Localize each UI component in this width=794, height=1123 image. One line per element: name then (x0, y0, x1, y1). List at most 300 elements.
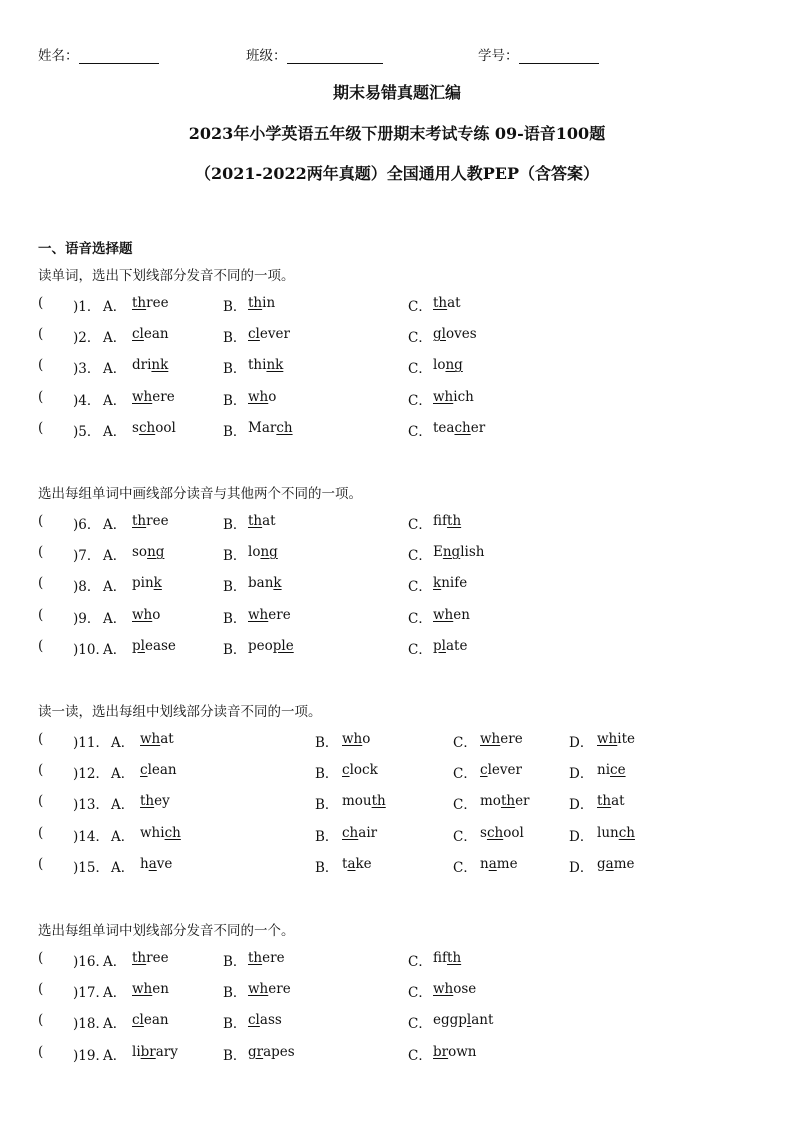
class-blank[interactable] (287, 49, 383, 64)
option-label: D． (569, 735, 594, 751)
word-part: ean (143, 1012, 169, 1029)
option-label: B． (223, 985, 247, 1002)
option-label: A． (103, 423, 127, 440)
option-label: B． (315, 828, 339, 845)
option-word[interactable] (433, 950, 461, 966)
word-part: li (132, 1043, 141, 1060)
option-word[interactable] (132, 544, 164, 560)
word-part: fif (433, 513, 448, 529)
option-label: A． (103, 548, 127, 565)
option-label: A． (103, 392, 127, 409)
underlined-part: th (433, 295, 448, 311)
option-word[interactable] (140, 825, 181, 841)
question-number: )19． (73, 1047, 109, 1064)
word-part: ere (268, 981, 291, 998)
word-part: ey (154, 793, 170, 810)
student-id-blank[interactable] (519, 49, 599, 64)
option-word[interactable] (132, 950, 169, 966)
underlined-part: wh (433, 388, 454, 405)
group-instruction: 读一读，选出每组中划线部分读音不同的一项。 (38, 704, 322, 720)
option-word[interactable] (140, 731, 174, 747)
underlined-part: wh (433, 606, 454, 623)
option-label: B． (223, 610, 247, 627)
group-instruction: 读单词，选出下划线部分发音不同的一项。 (38, 268, 295, 284)
word-part: ease (144, 637, 176, 654)
option-word[interactable] (342, 856, 372, 872)
option-word[interactable] (132, 420, 176, 436)
student-id-field[interactable] (478, 44, 599, 64)
question-number: )15． (73, 859, 109, 876)
underlined-part: th (140, 793, 155, 810)
underlined-part: wh (248, 981, 269, 998)
question-number: )13． (73, 797, 109, 814)
option-word[interactable] (433, 326, 477, 342)
question-number: )17． (73, 985, 109, 1002)
underlined-part: br (140, 1043, 156, 1060)
option-label: B． (315, 766, 339, 783)
option-word[interactable] (342, 731, 370, 747)
underlined-part: th (500, 793, 516, 810)
word-part: ke (355, 855, 372, 872)
option-label: B． (315, 859, 339, 876)
option-label: C． (408, 610, 432, 627)
word-part: g (597, 855, 606, 872)
underlined-part: ch (138, 419, 156, 436)
answer-paren[interactable]: ( (38, 544, 44, 561)
option-label: A． (111, 828, 135, 845)
option-word[interactable] (132, 1044, 178, 1060)
answer-paren[interactable]: ( (38, 575, 44, 592)
word-part: whi (140, 824, 165, 841)
option-word[interactable] (140, 793, 170, 809)
question-row (38, 607, 738, 627)
option-word[interactable] (248, 389, 276, 405)
answer-paren[interactable]: ( (38, 606, 44, 623)
option-word[interactable] (248, 295, 275, 311)
option-label: D． (569, 859, 594, 876)
word-part: nife (441, 575, 468, 592)
option-label: A． (111, 797, 135, 814)
underlined-part: ng (147, 544, 165, 561)
option-label: C． (408, 985, 432, 1002)
underlined-part: k (273, 575, 282, 592)
underlined-part: wh (597, 731, 618, 747)
word-part: ate (445, 637, 468, 654)
word-part: en (453, 606, 470, 623)
underlined-part: ch (342, 824, 359, 841)
option-word[interactable] (132, 638, 176, 654)
title-exam: 2023年小学英语五年级下册期末考试专练 09-语音100题 (188, 124, 606, 143)
word-part: ere (262, 950, 285, 966)
option-label: A． (103, 1016, 127, 1033)
question-row (38, 856, 738, 876)
option-word[interactable] (480, 731, 523, 747)
underlined-part: cl (132, 326, 144, 343)
underlined-part: th (132, 295, 147, 311)
option-word[interactable] (248, 326, 290, 342)
question-row (38, 357, 738, 377)
underlined-part: th (248, 513, 263, 529)
option-word[interactable] (342, 762, 378, 778)
option-label: C． (408, 299, 432, 315)
answer-paren[interactable]: ( (38, 326, 44, 343)
answer-paren[interactable]: ( (38, 513, 44, 529)
underlined-part: wh (248, 606, 269, 623)
option-word[interactable] (597, 762, 626, 778)
option-label: C． (408, 1047, 432, 1064)
answer-paren[interactable]: ( (38, 1012, 44, 1029)
option-word[interactable] (248, 638, 294, 654)
underlined-part: pl (132, 637, 145, 654)
option-word[interactable] (597, 825, 635, 841)
title-edition: （2021-2022两年真题）全国通用人教PEP（含答案） (195, 164, 599, 183)
underlined-part: k (433, 575, 442, 592)
option-word[interactable] (433, 1012, 493, 1028)
word-part: ere (152, 388, 175, 405)
title-main: 期末易错真题汇编 (332, 83, 461, 102)
answer-paren[interactable]: ( (38, 981, 44, 998)
underlined-part: c (480, 762, 488, 779)
underlined-part: pl (433, 637, 446, 654)
underlined-part: wh (480, 731, 501, 747)
class-label: 班级： (246, 48, 287, 64)
answer-paren[interactable]: ( (38, 950, 44, 966)
question-number: )7． (73, 548, 101, 565)
question-row (38, 1012, 738, 1032)
word-part: ere (500, 731, 523, 747)
question-number: )8． (73, 579, 101, 596)
option-label: B． (223, 1016, 247, 1033)
word-part: lean (147, 762, 177, 779)
option-label: C． (408, 1016, 432, 1033)
student-info-header (38, 44, 678, 64)
option-word[interactable] (132, 326, 169, 342)
class-field[interactable] (246, 44, 383, 64)
underlined-part: wh (433, 981, 454, 998)
name-blank[interactable] (79, 49, 159, 64)
question-row (38, 544, 738, 564)
word-part: ve (156, 855, 173, 872)
question-number: )6． (73, 517, 101, 533)
question-row (38, 731, 738, 751)
underlined-part: ng (260, 544, 278, 561)
word-part: oves (445, 326, 477, 343)
word-part: thi (248, 357, 267, 374)
answer-paren[interactable]: ( (38, 419, 44, 436)
option-label: C． (408, 548, 432, 565)
word-part: ary (155, 1043, 178, 1060)
option-label: B． (223, 1047, 247, 1064)
option-label: B． (223, 423, 247, 440)
question-row (38, 575, 738, 595)
question-row (38, 513, 738, 533)
option-label: C． (408, 361, 432, 378)
option-word[interactable] (480, 793, 530, 809)
option-label: C． (408, 392, 432, 409)
underlined-part: wh (248, 388, 269, 405)
underlined-part: ch (486, 824, 504, 841)
option-word[interactable] (248, 357, 283, 373)
underlined-part: c (140, 762, 148, 779)
underlined-part: nk (151, 357, 169, 374)
word-part: o (268, 388, 277, 405)
word-part: at (160, 731, 174, 747)
underlined-part: br (433, 1043, 449, 1060)
option-label: C． (408, 954, 432, 970)
option-label: B． (223, 299, 247, 315)
question-number: )5． (73, 423, 101, 440)
option-word[interactable] (132, 1012, 169, 1028)
option-label: A． (103, 517, 127, 533)
word-part: own (448, 1043, 477, 1060)
word-part: ean (143, 326, 169, 343)
word-part: at (611, 793, 625, 810)
underlined-part: wh (132, 388, 153, 405)
option-label: A． (103, 954, 127, 970)
word-part: ool (503, 824, 524, 841)
question-number: )4． (73, 392, 101, 409)
underlined-part: cl (132, 1012, 144, 1029)
word-part: ass (259, 1012, 282, 1029)
answer-paren[interactable]: ( (38, 793, 44, 810)
option-label: B． (223, 548, 247, 565)
option-label: A． (103, 299, 127, 315)
option-word[interactable] (248, 1044, 295, 1060)
word-part: dri (132, 357, 152, 374)
option-word[interactable] (597, 793, 625, 809)
option-word[interactable] (132, 389, 175, 405)
word-part: lever (487, 762, 522, 779)
option-label: A． (111, 859, 135, 876)
underlined-part: k (153, 575, 162, 592)
underlined-part: ch (164, 824, 181, 841)
option-word[interactable] (433, 389, 474, 405)
underlined-part: ch (454, 419, 471, 436)
option-label: B． (223, 330, 247, 347)
option-label: A． (103, 361, 127, 378)
option-label: A． (103, 610, 127, 627)
word-part: ich (453, 388, 474, 405)
answer-paren[interactable]: ( (38, 637, 44, 654)
option-label: A． (111, 735, 135, 751)
option-word[interactable] (248, 607, 291, 623)
question-number: )2． (73, 330, 101, 347)
word-part: ose (453, 981, 477, 998)
word-part: h (140, 855, 149, 872)
underlined-part: th (371, 793, 386, 810)
option-label: B． (315, 735, 339, 751)
word-part: me (613, 855, 635, 872)
underlined-part: cl (248, 326, 260, 343)
group-instruction: 选出每组单词中画线部分读音与其他两个不同的一项。 (38, 486, 362, 502)
option-label: D． (569, 766, 594, 783)
option-word[interactable] (433, 1044, 477, 1060)
option-word[interactable] (433, 607, 470, 623)
option-label: A． (103, 1047, 127, 1064)
option-word[interactable] (433, 295, 461, 311)
option-word[interactable] (248, 544, 278, 560)
underlined-part: ch (276, 419, 293, 436)
underlined-part: th (248, 295, 263, 311)
section-heading: 一、语音选择题 (38, 241, 133, 257)
option-word[interactable] (433, 575, 467, 591)
option-label: C． (408, 330, 432, 347)
option-word[interactable] (248, 981, 291, 997)
option-word[interactable] (433, 638, 467, 654)
underlined-part: a (148, 855, 157, 872)
underlined-part: gr (248, 1043, 264, 1060)
underlined-part: th (447, 513, 462, 529)
underlined-part: th (132, 513, 147, 529)
question-number: )14． (73, 828, 109, 845)
underlined-part: th (597, 793, 612, 810)
underlined-part: wh (342, 731, 363, 747)
word-part: ree (146, 950, 169, 966)
option-word[interactable] (433, 357, 463, 373)
option-word[interactable] (140, 762, 177, 778)
underlined-part: a (605, 855, 614, 872)
word-part: ant (471, 1012, 494, 1029)
option-word[interactable] (433, 544, 484, 560)
answer-paren[interactable]: ( (38, 824, 44, 841)
option-word[interactable] (248, 420, 293, 436)
question-number: )11． (73, 735, 109, 751)
word-part: er (515, 793, 530, 810)
option-label: D． (569, 828, 594, 845)
question-row (38, 638, 738, 658)
word-part: ool (155, 419, 176, 436)
option-word[interactable] (480, 762, 522, 778)
question-row (38, 389, 738, 409)
option-word[interactable] (248, 950, 285, 966)
option-label: C． (408, 517, 432, 533)
question-row (38, 950, 738, 970)
option-label: B． (315, 797, 339, 814)
underlined-part: ng (442, 544, 461, 561)
word-part: ree (146, 513, 169, 529)
option-label: C． (408, 579, 432, 596)
word-part: at (447, 295, 461, 311)
option-label: C． (453, 766, 477, 783)
option-word[interactable] (132, 357, 168, 373)
option-word[interactable] (132, 981, 169, 997)
question-row (38, 1044, 738, 1064)
word-part: ban (248, 575, 274, 592)
name-label: 姓名： (38, 48, 79, 64)
word-part: ere (268, 606, 291, 623)
word-part: lun (597, 824, 619, 841)
question-number: )1． (73, 299, 101, 315)
underlined-part: ng (445, 357, 463, 374)
word-part: lish (460, 544, 485, 561)
question-row (38, 420, 738, 440)
option-word[interactable] (248, 575, 282, 591)
option-word[interactable] (480, 856, 518, 872)
option-word[interactable] (597, 856, 635, 872)
option-label: A． (103, 579, 127, 596)
option-word[interactable] (342, 825, 377, 841)
word-part: lock (349, 762, 378, 779)
word-part: s (132, 419, 139, 436)
answer-paren[interactable]: ( (38, 762, 44, 779)
word-part: ever (259, 326, 290, 343)
underlined-part: th (447, 950, 462, 966)
option-word[interactable] (433, 981, 476, 997)
option-label: A． (103, 641, 127, 658)
word-part: ree (146, 295, 169, 311)
word-part: me (496, 855, 518, 872)
option-word[interactable] (433, 420, 485, 436)
question-number: )9． (73, 610, 101, 627)
word-part: fif (433, 950, 448, 966)
option-word[interactable] (342, 793, 386, 809)
answer-paren[interactable]: ( (38, 731, 44, 747)
underlined-part: wh (132, 981, 153, 998)
word-part: mou (342, 793, 372, 810)
word-part: lo (433, 357, 446, 374)
option-word[interactable] (132, 575, 162, 591)
word-part: n (480, 855, 489, 872)
underlined-part: cl (248, 1012, 260, 1029)
option-word[interactable] (248, 513, 276, 529)
underlined-part: c (342, 762, 350, 779)
word-part: er (470, 419, 486, 436)
question-number: )12． (73, 766, 109, 783)
word-part: apes (263, 1043, 295, 1060)
underlined-part: wh (140, 731, 161, 747)
word-part: at (262, 513, 276, 529)
question-row (38, 295, 738, 315)
answer-paren[interactable]: ( (38, 295, 44, 311)
word-part: ite (617, 731, 635, 747)
word-part: tea (433, 419, 455, 436)
underlined-part: gl (433, 326, 446, 343)
underlined-part: th (248, 950, 263, 966)
underlined-part: ple (272, 637, 294, 654)
student-id-label: 学号： (478, 48, 519, 64)
option-word[interactable] (140, 856, 172, 872)
underlined-part: th (132, 950, 147, 966)
question-row (38, 793, 738, 813)
option-word[interactable] (433, 513, 461, 529)
word-part: E (433, 544, 443, 561)
option-word[interactable] (132, 295, 169, 311)
option-word[interactable] (480, 825, 524, 841)
word-part: o (152, 606, 161, 623)
answer-paren[interactable]: ( (38, 1043, 44, 1060)
answer-paren[interactable]: ( (38, 357, 44, 374)
option-word[interactable] (248, 1012, 282, 1028)
word-part: Mar (248, 419, 277, 436)
option-label: A． (103, 985, 127, 1002)
option-word[interactable] (597, 731, 635, 747)
word-part: s (480, 824, 487, 841)
underlined-part: a (347, 855, 356, 872)
name-field[interactable] (38, 44, 159, 64)
answer-paren[interactable]: ( (38, 388, 44, 405)
option-word[interactable] (132, 513, 169, 529)
question-row (38, 825, 738, 845)
option-label: B． (223, 361, 247, 378)
option-word[interactable] (132, 607, 160, 623)
option-label: B． (223, 517, 247, 533)
answer-paren[interactable]: ( (38, 855, 44, 872)
word-part: so (132, 544, 148, 561)
word-part: ni (597, 762, 611, 779)
question-number: )10． (73, 641, 109, 658)
underlined-part: l (466, 1012, 472, 1029)
option-label: B． (223, 392, 247, 409)
